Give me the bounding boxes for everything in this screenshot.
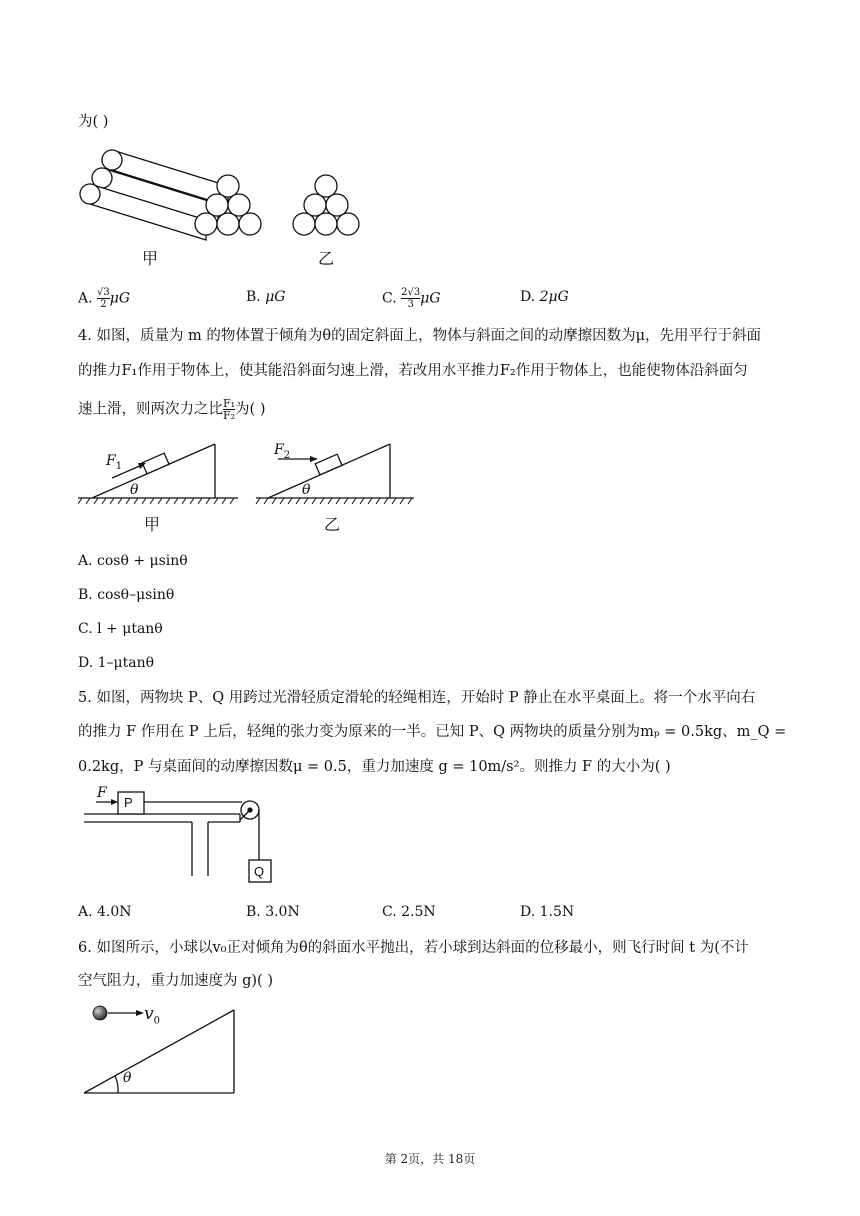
q4-option-b[interactable]: B. cosθ–μsinθ <box>78 587 175 603</box>
q6-velocity-label: $v_0$ <box>144 1004 160 1027</box>
q5-option-b[interactable]: B. 3.0N <box>246 904 300 920</box>
q4-option-a[interactable]: A. cosθ + μsinθ <box>78 553 188 569</box>
q6-angle-label: θ <box>123 1070 132 1086</box>
q5-option-a[interactable]: A. 4.0N <box>78 904 132 920</box>
q6-line-2: 空气阻力，重力加速度为 g)( ) <box>78 973 273 989</box>
q6-figure-projectile <box>78 1000 248 1100</box>
q4-line-3: 速上滑，则两次力之比 $\frac{\text{F₁}}{\text{F₂}}$ 为( ) <box>78 397 266 422</box>
q4-figure-incline-pair <box>78 436 418 536</box>
q4-line-1: 4. 如图，质量为 m 的物体置于倾角为θ的固定斜面上，物体与斜面之间的动摩擦因数为μ，先用平行于斜面 <box>78 328 762 344</box>
q3-option-a[interactable]: A. $\frac{√3}{2}$ μG <box>78 287 131 310</box>
q5-line-2: 的推力 F 作用在 P 上后，轻绳的张力变为原来的一半。已知 P、Q 两物块的质量分别为mₚ = 0.5kg、m_Q = <box>78 724 787 740</box>
q4-line-2: 的推力F₁作用于物体上，使其能沿斜面匀速上滑，若改用水平推力F₂作用于物体上，也能使物体沿斜面匀 <box>78 363 748 379</box>
q3-option-c[interactable]: C. $\frac{2√3}{3}$ μG <box>382 287 441 310</box>
q3-figure-logs <box>76 142 376 242</box>
q4-angle-left-label: θ <box>130 482 139 498</box>
q5-block-p-label: P <box>124 795 133 810</box>
q3-option-d[interactable]: D. 2μG <box>520 289 569 305</box>
q5-line-3: 0.2kg，P 与桌面间的动摩擦因数μ = 0.5，重力加速度 g = 10m/s²。则推力 F 的大小为( ) <box>78 759 671 775</box>
q4-force-f2-label: $F_2$ <box>274 442 291 461</box>
q4-force-f1-label: $F_1$ <box>106 453 123 472</box>
q5-block-q-label: Q <box>254 864 265 879</box>
q4-caption-right: 乙 <box>324 515 341 534</box>
q5-line-1: 5. 如图，两物块 P、Q 用跨过光滑轻质定滑轮的轻绳相连，开始时 P 静止在水平桌面上。将一个水平向右 <box>78 690 756 706</box>
q5-option-d[interactable]: D. 1.5N <box>520 904 575 920</box>
page-footer: 第 2页，共 18页 <box>384 1152 476 1166</box>
q3-caption-right: 乙 <box>318 249 335 268</box>
q3-caption-left: 甲 <box>142 249 159 268</box>
q4-option-d[interactable]: D. 1–μtanθ <box>78 655 155 671</box>
q5-option-c[interactable]: C. 2.5N <box>382 904 436 920</box>
q5-force-label: F <box>97 785 107 801</box>
q6-line-1: 6. 如图所示，小球以v₀正对倾角为θ的斜面水平抛出，若小球到达斜面的位移最小，则飞行时间 t 为(不计 <box>78 940 749 956</box>
q4-angle-right-label: θ <box>302 482 311 498</box>
q3-option-b[interactable]: B. μG <box>246 289 286 305</box>
q4-option-c[interactable]: C. l + μtanθ <box>78 621 163 637</box>
q5-figure-pulley <box>82 786 282 888</box>
q3-tail: 为( ) <box>78 114 109 130</box>
q4-caption-left: 甲 <box>144 515 161 534</box>
